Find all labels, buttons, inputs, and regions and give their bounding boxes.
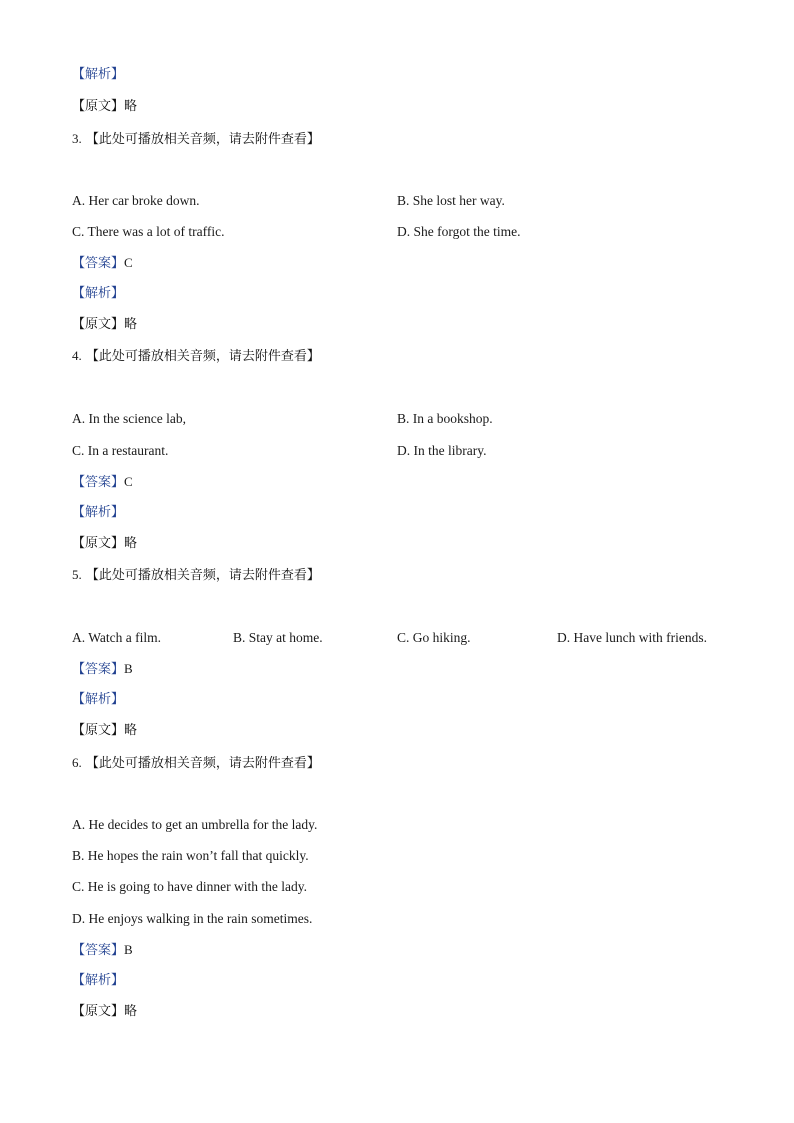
option-a: A. In the science lab, xyxy=(72,411,186,426)
answer-label: 【答案】 xyxy=(72,943,125,958)
question-number: 4. xyxy=(72,348,82,363)
option-b: B. Stay at home. xyxy=(233,630,323,645)
audio-prompt: 【此处可播放相关音频，请去附件查看】 xyxy=(85,349,320,364)
audio-prompt: 【此处可播放相关音频，请去附件查看】 xyxy=(85,568,320,583)
original-text-label: 【原文】略 xyxy=(72,723,138,738)
question-number: 3. xyxy=(72,131,82,146)
answer-label: 【答案】 xyxy=(72,662,125,677)
analysis-label: 【解析】 xyxy=(72,286,125,301)
analysis-label: 【解析】 xyxy=(72,67,125,82)
option-a: A. Watch a film. xyxy=(72,630,162,645)
question-4-prompt xyxy=(72,347,320,366)
original-text-label: 【原文】略 xyxy=(72,317,138,332)
question-number: 6. xyxy=(72,755,82,770)
answer-value: B xyxy=(124,661,133,676)
answer-line xyxy=(72,473,133,492)
answer-label: 【答案】 xyxy=(72,256,125,271)
question-3-prompt xyxy=(72,130,320,149)
option-a: A. He decides to get an umbrella for the lady. xyxy=(72,817,318,832)
option-c: C. There was a lot of traffic. xyxy=(72,224,225,239)
option-c: C. Go hiking. xyxy=(397,630,471,645)
option-b: B. He hopes the rain won’t fall that quickly. xyxy=(72,848,309,863)
answer-line xyxy=(72,660,133,679)
analysis-label: 【解析】 xyxy=(72,505,125,520)
analysis-label: 【解析】 xyxy=(72,692,125,707)
original-text-label: 【原文】略 xyxy=(72,99,138,114)
answer-label: 【答案】 xyxy=(72,475,125,490)
option-c: C. In a restaurant. xyxy=(72,443,169,458)
answer-line xyxy=(72,941,133,960)
answer-value: B xyxy=(124,942,133,957)
option-b: B. In a bookshop. xyxy=(397,411,493,426)
answer-line xyxy=(72,254,133,273)
option-c: C. He is going to have dinner with the lady. xyxy=(72,879,307,894)
option-d: D. In the library. xyxy=(397,443,487,458)
original-text-label: 【原文】略 xyxy=(72,1004,138,1019)
original-text-label: 【原文】略 xyxy=(72,536,138,551)
analysis-label: 【解析】 xyxy=(72,973,125,988)
option-a: A. Her car broke down. xyxy=(72,193,200,208)
option-d: D. Have lunch with friends. xyxy=(557,630,707,645)
option-d: D. She forgot the time. xyxy=(397,224,521,239)
option-b: B. She lost her way. xyxy=(397,193,505,208)
audio-prompt: 【此处可播放相关音频，请去附件查看】 xyxy=(85,132,320,147)
option-d: D. He enjoys walking in the rain sometimes. xyxy=(72,911,313,926)
audio-prompt: 【此处可播放相关音频，请去附件查看】 xyxy=(85,756,320,771)
answer-value: C xyxy=(124,474,133,489)
question-6-prompt xyxy=(72,754,320,773)
question-5-prompt xyxy=(72,566,320,585)
question-number: 5. xyxy=(72,567,82,582)
answer-value: C xyxy=(124,255,133,270)
